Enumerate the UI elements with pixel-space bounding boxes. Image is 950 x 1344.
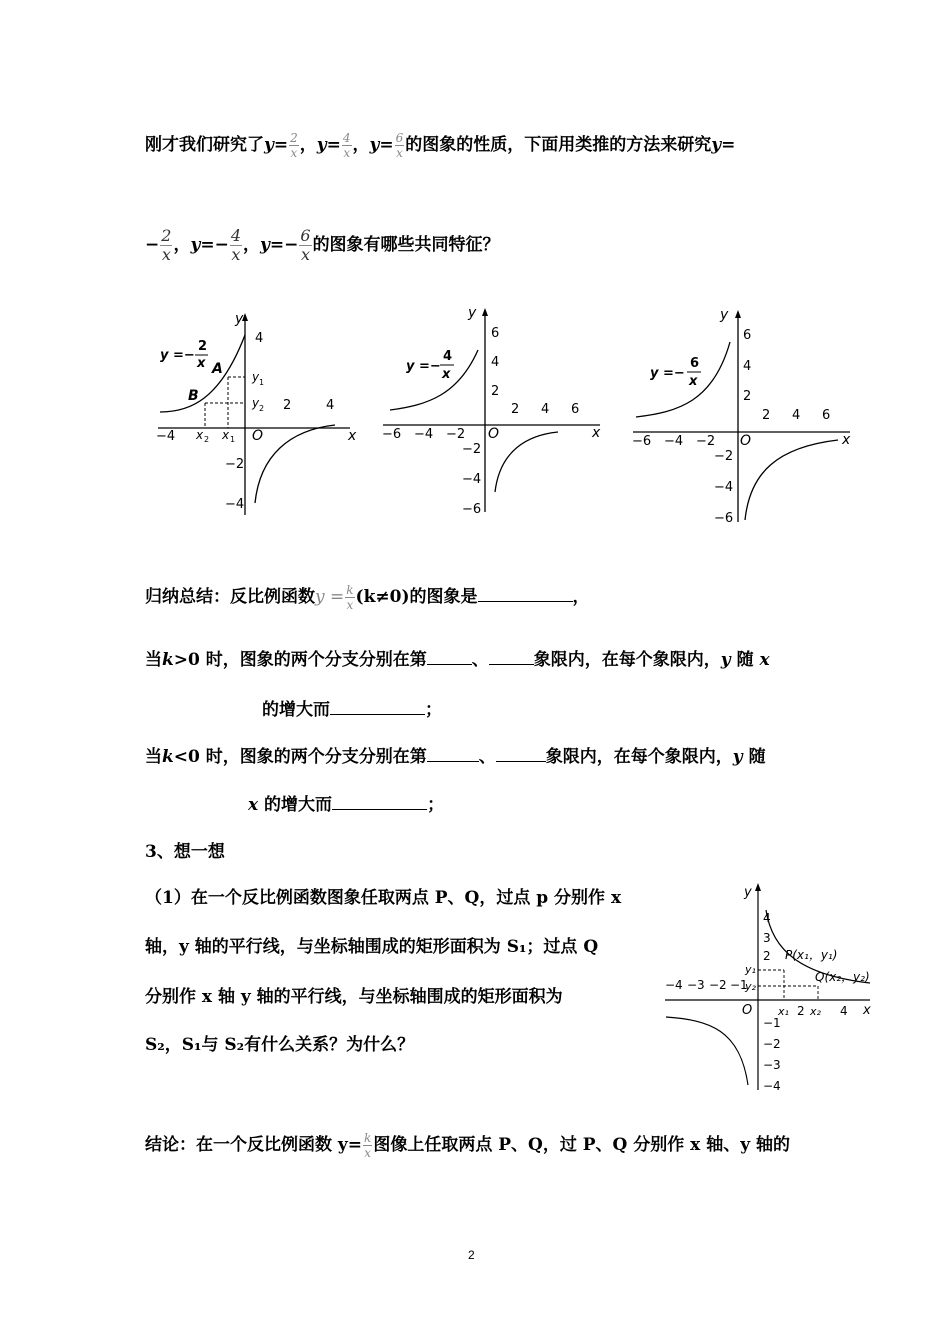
graph-y-neg-6-over-x (628, 302, 858, 527)
svg-text:x: x (842, 432, 851, 448)
summary-line-3: 的增大而 ； (262, 700, 442, 720)
svg-text:4: 4 (763, 911, 771, 925)
svg-text:y: y (252, 396, 260, 410)
svg-text:−2: −2 (225, 457, 245, 472)
svg-text:x: x (196, 428, 204, 442)
blank-trend-negative[interactable] (332, 794, 427, 810)
svg-text:4: 4 (743, 359, 752, 374)
svg-text:−2: −2 (714, 449, 734, 464)
svg-text:−6: −6 (462, 502, 482, 517)
graph-pq-rectangles (660, 880, 880, 1095)
svg-text:y: y (744, 885, 752, 900)
y-axis-label: y (235, 311, 244, 327)
svg-text:4: 4 (491, 355, 500, 370)
svg-text:2: 2 (283, 398, 292, 413)
summary-line-5: x 的增大而 ； (248, 795, 445, 815)
svg-text:−4: −4 (665, 978, 683, 992)
point-q-label: Q(x₂，y₂) (815, 970, 870, 984)
svg-text:x: x (863, 1003, 871, 1018)
svg-text:−4: −4 (156, 429, 176, 444)
think-para-1: （1）在一个反比例函数图象任取两点 P、Q，过点 p 分别作 x (145, 888, 622, 908)
graph-y-neg-4-over-x (378, 300, 608, 520)
svg-text:y =−: y =− (650, 366, 685, 381)
x-axis-label: x (348, 428, 357, 444)
svg-text:6: 6 (822, 408, 831, 423)
svg-text:−4: −4 (763, 1079, 781, 1093)
svg-text:2: 2 (743, 389, 752, 404)
svg-text:1: 1 (230, 435, 236, 444)
fraction-neg-2: $\frac{2}{x}$ (161, 226, 172, 264)
think-para-2: 轴，y 轴的平行线，与坐标轴围成的矩形面积为 S₁；过点 Q (145, 937, 599, 957)
think-heading: 3、想一想 (145, 842, 225, 862)
svg-text:6: 6 (690, 356, 700, 371)
svg-text:−1: −1 (730, 978, 748, 992)
svg-text:−2: −2 (763, 1037, 781, 1051)
svg-text:−3: −3 (763, 1058, 781, 1072)
page-number: 2 (468, 1248, 475, 1262)
svg-text:−4: −4 (462, 472, 482, 487)
svg-text:y =−: y =− (406, 359, 441, 374)
intro-line-1: 刚才我们研究了y= $\frac{2}{x}$ ，y= $\frac{4}{x}$ ，y= $\frac{6}{x}$ 的图象的性质，下面用类推的方法来研究y= (145, 131, 736, 160)
blank-graph-type[interactable] (478, 586, 573, 602)
conclusion-line: 结论：在一个反比例函数 y= $\frac{k}{x}$ 图像上任取两点 P、Q，过 P、Q 分别作 x 轴、y 轴的 (145, 1131, 791, 1160)
blank-quadrant-1[interactable] (427, 649, 472, 665)
blank-quadrant-4[interactable] (496, 746, 546, 762)
svg-text:−4: −4 (714, 480, 734, 495)
svg-text:−4: −4 (414, 427, 434, 442)
svg-text:y₂: y₂ (745, 980, 756, 993)
svg-text:−2: −2 (709, 978, 727, 992)
svg-text:O: O (488, 426, 500, 442)
svg-text:y: y (720, 307, 729, 323)
svg-text:−6: −6 (632, 434, 652, 449)
fraction-4-over-x: $\frac{4}{x}$ (342, 131, 351, 160)
fraction-2-over-x: $\frac{2}{x}$ (290, 131, 298, 160)
svg-text:−2: −2 (462, 442, 482, 457)
svg-text:−2: −2 (446, 427, 466, 442)
svg-text:y: y (468, 305, 477, 321)
summary-line-4: 当k<0 时，图象的两个分支分别在第 、 象限内，在每个象限内，y 随 (145, 747, 766, 767)
blank-quadrant-3[interactable] (427, 746, 479, 762)
svg-text:−6: −6 (382, 427, 402, 442)
svg-text:4: 4 (541, 402, 550, 417)
svg-text:x: x (689, 374, 698, 389)
svg-text:y: y (252, 370, 260, 384)
svg-text:x₁: x₁ (778, 1005, 789, 1018)
intro-line-2: − $\frac{2}{x}$ ，y=− $\frac{4}{x}$ ，y=− $\frac{6}{x}$ 的图象有哪些共同特征？ (145, 226, 500, 264)
svg-text:x: x (222, 428, 230, 442)
svg-text:O: O (742, 1003, 753, 1018)
svg-text:−6: −6 (714, 511, 734, 526)
fraction-neg-4: $\frac{4}{x}$ (230, 226, 241, 264)
svg-text:y₁: y₁ (745, 963, 756, 976)
svg-text:2: 2 (491, 384, 500, 399)
svg-text:2: 2 (198, 339, 208, 354)
svg-text:2: 2 (511, 402, 520, 417)
svg-text:2: 2 (762, 408, 771, 423)
svg-text:2: 2 (797, 1004, 805, 1018)
blank-trend-positive[interactable] (330, 699, 425, 715)
fraction-6-over-x: $\frac{6}{x}$ (395, 131, 404, 160)
svg-text:2: 2 (259, 404, 265, 413)
svg-text:O: O (740, 433, 752, 449)
svg-text:2: 2 (204, 435, 210, 444)
svg-text:−4: −4 (225, 497, 245, 512)
svg-text:3: 3 (763, 931, 771, 945)
svg-text:1: 1 (259, 378, 265, 387)
point-b-label: B (188, 388, 199, 404)
svg-text:x: x (197, 356, 206, 371)
svg-text:6: 6 (571, 402, 580, 417)
svg-text:4: 4 (255, 331, 264, 346)
svg-text:4: 4 (792, 408, 801, 423)
graph-y-neg-2-over-x (150, 305, 365, 520)
svg-text:x: x (592, 425, 601, 441)
svg-text:6: 6 (743, 328, 752, 343)
svg-text:x₂: x₂ (810, 1005, 821, 1018)
svg-text:x: x (442, 367, 451, 382)
svg-text:2: 2 (763, 949, 771, 963)
svg-text:y =−: y =− (160, 348, 195, 363)
svg-text:−1: −1 (763, 1016, 781, 1030)
svg-text:4: 4 (840, 1004, 848, 1018)
point-p-label: P(x₁，y₁) (785, 948, 838, 962)
svg-text:−3: −3 (687, 978, 705, 992)
summary-line-1: 归纳总结：反比例函数y = $\frac{k}{x}$ (k≠0)的图象是 ， (145, 583, 590, 612)
summary-line-2: 当k>0 时，图象的两个分支分别在第 、 象限内，在每个象限内，y 随 x (145, 650, 770, 670)
origin-label: O (252, 428, 264, 444)
fraction-neg-6: $\frac{6}{x}$ (300, 226, 311, 264)
svg-text:−2: −2 (696, 434, 716, 449)
think-para-3: 分别作 x 轴 y 轴的平行线，与坐标轴围成的矩形面积为 (145, 987, 563, 1007)
svg-text:6: 6 (491, 326, 500, 341)
think-para-4: S₂，S₁与 S₂有什么关系？为什么？ (145, 1035, 415, 1055)
svg-text:4: 4 (326, 398, 335, 413)
point-a-label: A (212, 361, 223, 377)
svg-text:4: 4 (443, 349, 453, 364)
svg-text:−4: −4 (664, 434, 684, 449)
blank-quadrant-2[interactable] (489, 649, 534, 665)
